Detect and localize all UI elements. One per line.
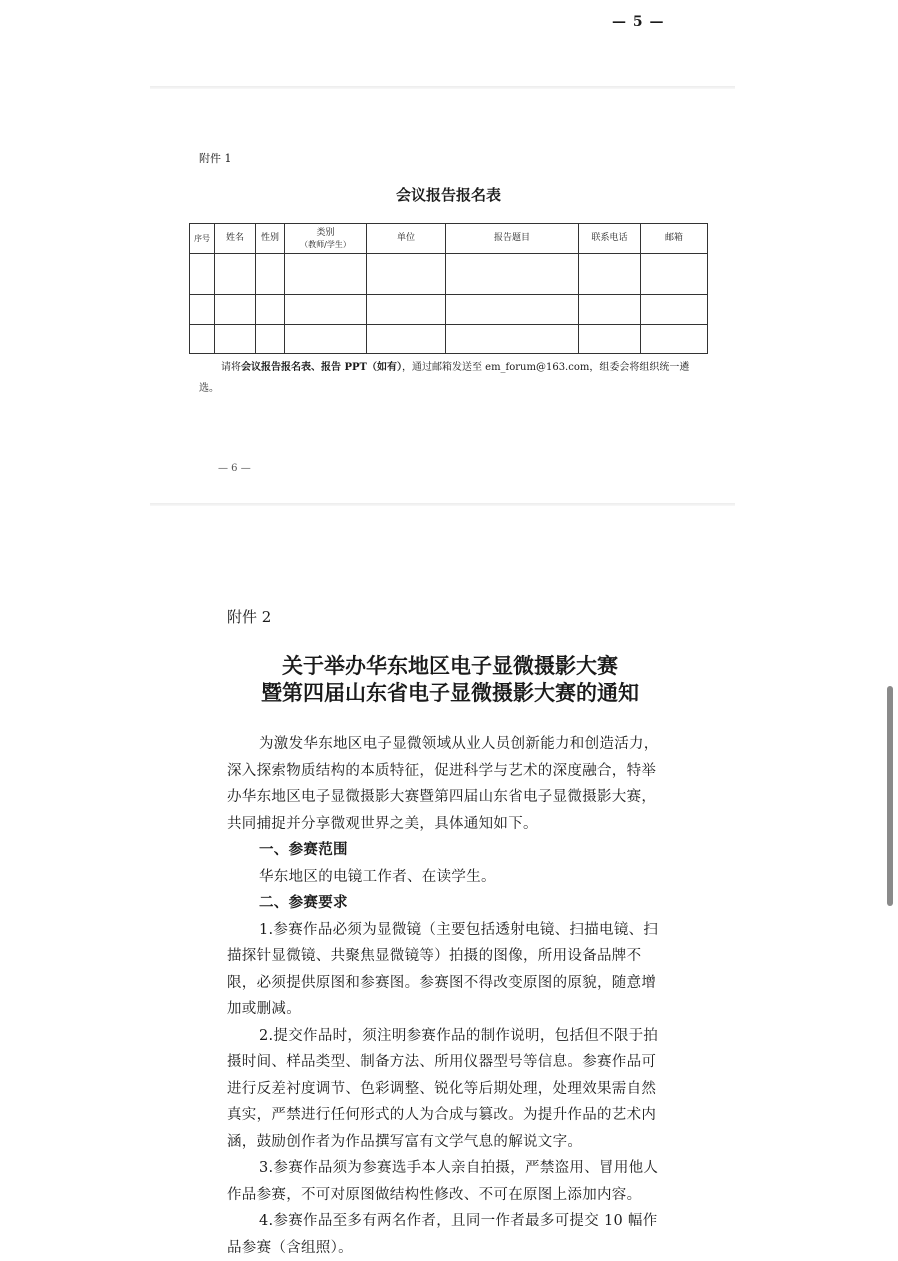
table-header-cell: 联系电话: [579, 224, 641, 254]
table-cell: [256, 295, 285, 325]
table-header-sublabel: （教师/学生）: [300, 239, 351, 249]
table-header-cell: 报告题目: [446, 224, 579, 254]
attachment-2-label: 附件 2: [227, 608, 272, 626]
table-cell: [641, 295, 708, 325]
table-cell: [215, 325, 256, 354]
note-prefix: 请将: [221, 362, 241, 373]
table-cell: [579, 295, 641, 325]
attachment-1-label: 附件 1: [199, 152, 232, 165]
table-header-cell: 序号: [190, 224, 215, 254]
table-cell: [190, 325, 215, 354]
table-cell: [215, 254, 256, 295]
table-cell: [446, 295, 579, 325]
table-row: [190, 254, 708, 295]
paragraph-requirement-2: 2.提交作品时，须注明参赛作品的制作说明，包括但不限于拍摄时间、样品类型、制备方法、所用仪器型号等信息。参赛作品可进行反差衬度调节、色彩调整、锐化等后期处理，处理效果需自然真实，严禁进行任何形式的人为合成与篡改。为提升作品的艺术内涵，鼓励创作者为作品撰写富有文学气息的解说文字。: [227, 1027, 659, 1150]
section-heading-scope: 一、参赛范围: [259, 841, 348, 858]
notice-title-line-2: 暨第四届山东省电子显微摄影大赛的通知: [261, 680, 639, 705]
table-header-cell: 邮箱: [641, 224, 708, 254]
table-cell: [367, 325, 446, 354]
paragraph-requirement-1: 1.参赛作品必须为显微镜（主要包括透射电镜、扫描电镜、扫描探针显微镜、共聚焦显微镜等）拍摄的图像，所用设备品牌不限，必须提供原图和参赛图。参赛图不得改变原图的原貌，随意增加或删减。: [227, 921, 659, 1017]
table-cell: [285, 254, 367, 295]
table-header-cell: 姓名: [215, 224, 256, 254]
table-cell: [256, 254, 285, 295]
vertical-scrollbar[interactable]: [887, 686, 893, 906]
table-cell: [579, 254, 641, 295]
section-heading-requirements: 二、参赛要求: [259, 894, 348, 911]
table-cell: [256, 325, 285, 354]
table-header-row: [190, 224, 708, 254]
table-cell: [215, 295, 256, 325]
page-number-small: — 6 —: [218, 463, 251, 474]
paragraph-requirement-4: 4.参赛作品至多有两名作者，且同一作者最多可提交 10 幅作品参赛（含组照）。: [227, 1213, 658, 1256]
paragraph-scope: 华东地区的电镜工作者、在读学生。: [259, 868, 496, 885]
table-cell: [285, 325, 367, 354]
table-cell: [641, 325, 708, 354]
page-number-top: — 5 —: [612, 14, 665, 30]
table-cell: [367, 254, 446, 295]
note-suffix: ，通过邮箱发送至 em_forum@163.com，组委会将组织统一遴选。: [199, 362, 690, 394]
paragraph-intro: 为激发华东地区电子显微领域从业人员创新能力和创造活力，深入探索物质结构的本质特征，促进科学与艺术的深度融合，特举办华东地区电子显微摄影大赛暨第四届山东省电子显微摄影大赛，共同捕捉并分享微观世界之美，具体通知如下。: [227, 736, 659, 832]
table-header-cell: 单位: [367, 224, 446, 254]
notice-title-line-1: 关于举办华东地区电子显微摄影大赛: [282, 653, 618, 678]
table-row: [190, 295, 708, 325]
table-header-cell-category: [285, 224, 367, 254]
notice-body: [227, 731, 667, 1261]
page-separator: [150, 86, 735, 89]
paragraph-requirement-3: 3.参赛作品须为参赛选手本人亲自拍摄，严禁盗用、冒用他人作品参赛，不可对原图做结构性修改、不可在原图上添加内容。: [227, 1160, 659, 1203]
table-cell: [641, 254, 708, 295]
table-row: [190, 325, 708, 354]
submission-note: [199, 357, 699, 399]
note-bold: 会议报告报名表、报告 PPT（如有）: [241, 362, 402, 373]
table-cell: [579, 325, 641, 354]
table-cell: [190, 254, 215, 295]
table-header-cell: 性别: [256, 224, 285, 254]
page-separator: [150, 503, 735, 506]
table-header-label: 类别: [316, 227, 335, 238]
registration-table: [189, 223, 708, 354]
table-cell: [285, 295, 367, 325]
table-cell: [367, 295, 446, 325]
form-title: 会议报告报名表: [395, 186, 501, 204]
table-cell: [446, 254, 579, 295]
table-cell: [190, 295, 215, 325]
table-cell: [446, 325, 579, 354]
